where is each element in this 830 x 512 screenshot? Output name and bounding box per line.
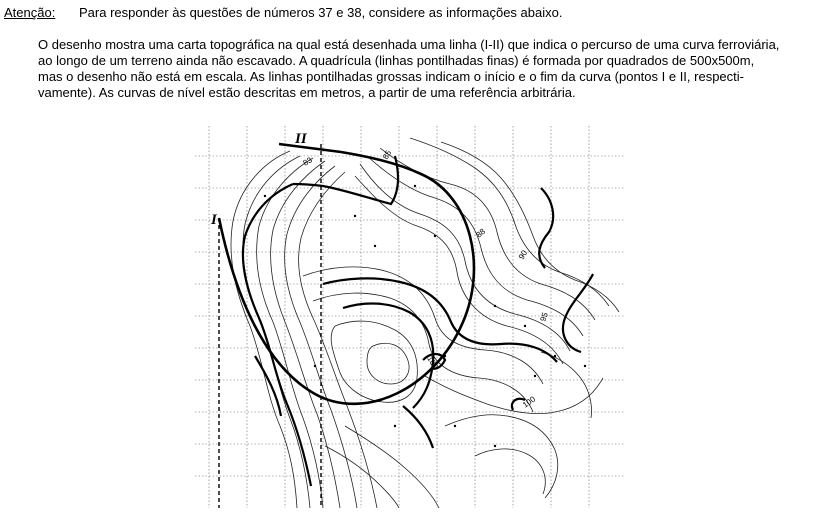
contour-lines-thin <box>231 138 619 508</box>
attention-text: Para responder às questões de números 37 e 38, considere as informações abaixo. <box>79 5 563 20</box>
paragraph-line: mas o desenho não está em escala. As linhas pontilhadas grossas indicam o início e o fim da curva (pontos I e II, respecti- <box>38 69 744 84</box>
contour-label: 90 <box>516 248 530 261</box>
contour-label: 100 <box>520 394 538 410</box>
paragraph-line: ao longo de um terreno ainda não escavado. A quadrícula (linhas pontilhadas finas) é formada por quadrados de 500x500m, <box>38 53 755 68</box>
curve-end-segment <box>279 144 341 152</box>
attention-note <box>4 5 563 21</box>
contour-label: 88 <box>474 226 488 240</box>
point-end-label: II <box>295 131 307 147</box>
contour-label: 100 <box>425 354 440 371</box>
description-paragraph <box>38 37 828 101</box>
contour-label: 83 <box>301 155 314 168</box>
topographic-map <box>195 126 625 508</box>
paragraph-line: vamente). As curvas de nível estão descritas em metros, a partir de uma referência arbitrária. <box>38 85 576 100</box>
attention-label: Atenção: <box>4 5 56 20</box>
point-start-label: I <box>211 212 217 228</box>
paragraph-line: O desenho mostra uma carta topográfica na qual está desenhada uma linha (I-II) que indica o percurso de uma curva ferroviária, <box>38 37 780 52</box>
contour-label: 85 <box>380 148 394 161</box>
contour-label: 95 <box>538 311 550 323</box>
